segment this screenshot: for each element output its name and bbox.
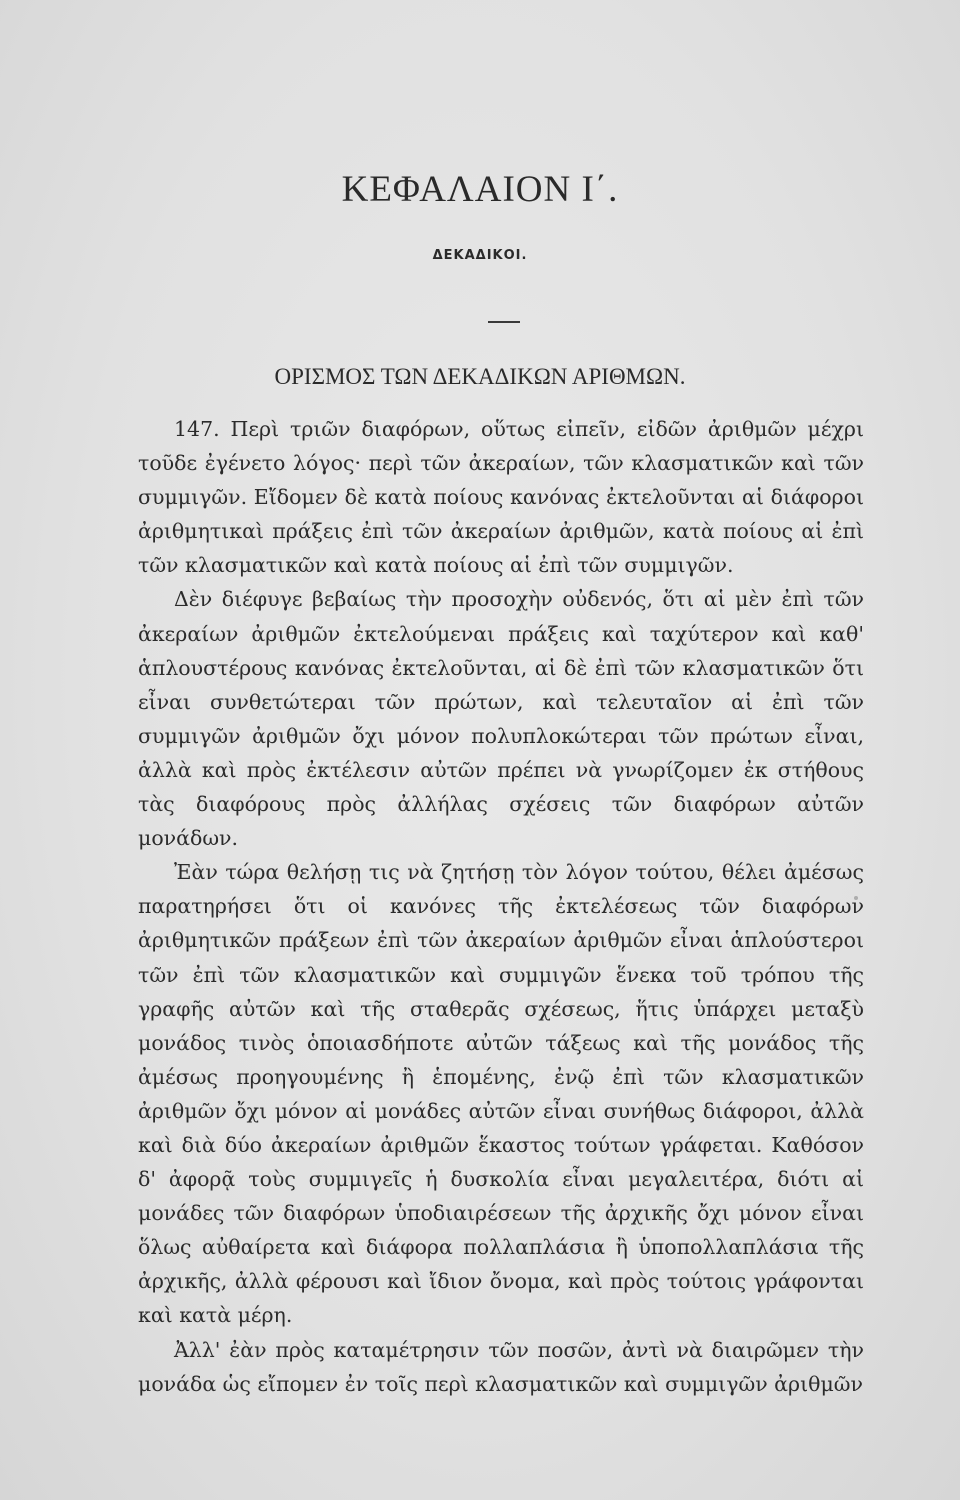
paragraph: 147. Περὶ τριῶν διαφόρων, οὕτως εἰπεῖν, εἰδῶν ἀριθμῶν μέχρι τοῦδε ἐγένετο λόγος· περὶ τῶν ἀκεραίων, τῶν κλασματικῶν καὶ τῶν συμμιγῶν. Εἴδομεν δὲ κατὰ ποίους κανόνας ἐκτελοῦνται αἱ διάφοροι ἀριθμητικαὶ πράξεις ἐπὶ τῶν ἀκεραίων ἀριθμῶν, κατὰ ποίους αἱ ἐπὶ τῶν κλασματικῶν καὶ κατὰ ποίους αἱ ἐπὶ τῶν συμμιγῶν. [138, 417, 864, 578]
section-title: ΟΡΙΣΜΟΣ ΤΩΝ ΔΕΚΑΔΙΚΩΝ ΑΡΙΘΜΩΝ. [274, 364, 686, 389]
section-divider [488, 321, 520, 323]
paragraph: Ἀλλ' ἐὰν πρὸς καταμέτρησιν τῶν ποσῶν, ἀντὶ νὰ διαιρῶμεν τὴν μονάδα ὡς εἴπομεν ἐν τοῖς περὶ κλασματικῶν καὶ συμμιγῶν ἀριθμῶν [138, 1337, 864, 1396]
body-text [138, 412, 864, 1401]
paragraph: Ἐὰν τώρα θελήσῃ τις νὰ ζητήσῃ τὸν λόγον τούτου, θέλει ἀμέσως παρατηρήσει ὅτι οἱ κανόνες τῆς ἐκτελέσεως τῶν διαφόρων ἀριθμητικῶν πράξεων ἐπὶ τῶν ἀκεραίων ἀριθμῶν εἶναι ἁπλούστεροι τῶν ἐπὶ τῶν κλασματικῶν καὶ συμμιγῶν ἕνεκα τοῦ τρόπου τῆς γραφῆς αὐτῶν καὶ τῆς σταθερᾶς σχέσεως, ἥτις ὑπάρχει μεταξὺ μονάδος τινὸς ὁποιασδήποτε αὐτῶν τάξεως καὶ τῆς μονάδος τῆς ἀμέσως προηγουμένης ἢ ἑπομένης, ἐνῷ ἐπὶ τῶν κλασματικῶν ἀριθμῶν ὄχι μόνον αἱ μονάδες αὐτῶν εἶναι συνήθως διάφοροι, ἀλλὰ καὶ διὰ δύο ἀκεραίων ἀριθμῶν ἕκαστος τούτων γράφεται. Καθόσον δ' ἀφορᾷ τοὺς συμμιγεῖς ἡ δυσκολία εἶναι μεγαλειτέρα, διότι αἱ μονάδες τῶν διαφόρων ὑποδιαιρέσεων τῆς ἀρχικῆς ὄχι μόνον εἶναι ὅλως αὐθαίρετα καὶ διάφορα πολλαπλάσια ἢ ὑποπολλαπλάσια τῆς ἀρχικῆς, ἀλλὰ φέρουσι καὶ ἴδιον ὄνομα, καὶ πρὸς τούτοις γράφονται καὶ κατὰ μέρη. [138, 860, 864, 1328]
paragraph: Δὲν διέφυγε βεβαίως τὴν προσοχὴν οὐδενός, ὅτι αἱ μὲν ἐπὶ τῶν ἀκεραίων ἀριθμῶν ἐκτελούμεναι πράξεις καὶ ταχύτερον καὶ καθ' ἁπλουστέρους κανόνας ἐκτελοῦνται, αἱ δὲ ἐπὶ τῶν κλασματικῶν ὅτι εἶναι συνθετώτεραι τῶν πρώτων, καὶ τελευταῖον αἱ ἐπὶ τῶν συμμιγῶν ἀριθμῶν ὄχι μόνον πολυπλοκώτεραι τῶν πρώτων εἶναι, ἀλλὰ καὶ πρὸς ἐκτέλεσιν αὐτῶν πρέπει νὰ γνωρίζομεν ἐκ στήθους τὰς διαφόρους πρὸς ἀλλήλας σχέσεις τῶν διαφόρων αὐτῶν μονάδων. [138, 587, 864, 851]
chapter-subtitle: ΔΕΚΑΔΙΚΟΙ. [432, 248, 528, 263]
chapter-title: ΚΕΦΑΛΑΙΟΝ Ι΄. [341, 169, 619, 210]
